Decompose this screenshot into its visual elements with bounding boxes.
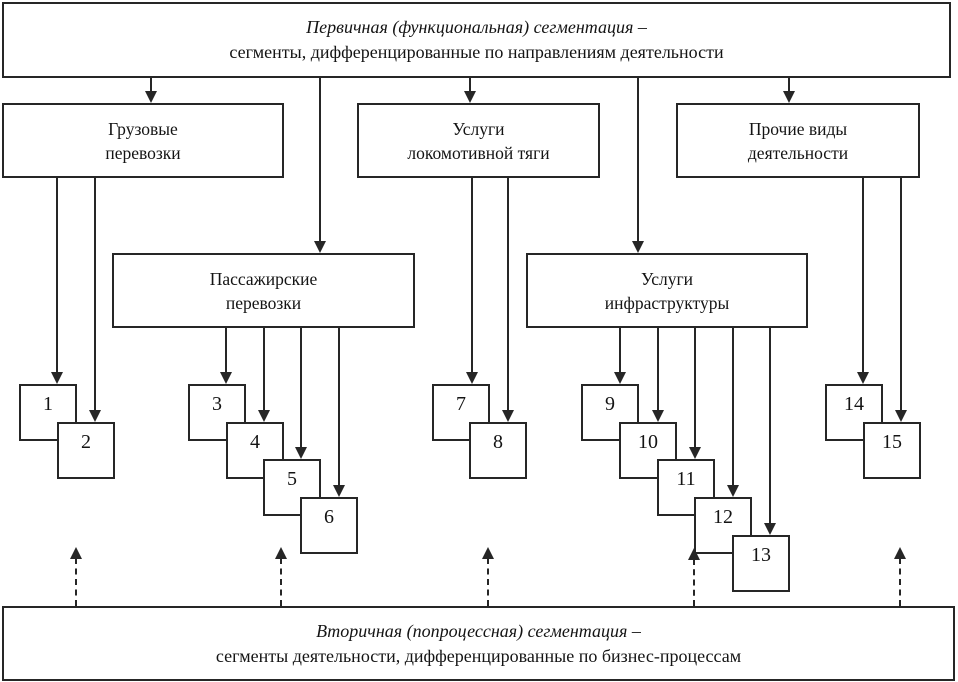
arrow-line [732,327,734,486]
arrowhead-down-icon [652,410,664,422]
primary-segmentation-banner [2,2,951,78]
category-passenger-line2: перевозки [225,292,302,313]
segment-box-9: 9 [581,384,639,441]
arrowhead-down-icon [51,372,63,384]
arrow-line [319,78,321,242]
category-infrastructure-line1: Услуги [640,268,694,289]
category-other-line2: деятельности [747,142,849,163]
arrow-line [862,177,864,373]
arrow-line [338,327,340,486]
arrow-line [657,327,659,411]
segment-box-3: 3 [188,384,246,441]
arrow-dashed-line [280,558,282,606]
arrowhead-down-icon [727,485,739,497]
arrow-dashed-line [75,558,77,606]
segment-box-11: 11 [657,459,715,516]
arrow-line [263,327,265,411]
arrowhead-down-icon [89,410,101,422]
arrow-line [94,177,96,411]
category-locomotive-line2: локомотивной тяги [407,142,550,163]
arrow-line [56,177,58,373]
segment-box-2: 2 [57,422,115,479]
category-freight-transport [2,103,284,178]
arrowhead-down-icon [145,91,157,103]
arrowhead-down-icon [689,447,701,459]
arrowhead-down-icon [783,91,795,103]
secondary-banner-line2: сегменты деятельности, дифференцированные по бизнес-процессам [215,645,742,666]
category-infrastructure-line2: инфраструктуры [604,292,730,313]
secondary-segmentation-banner [2,606,955,681]
segment-box-15: 15 [863,422,921,479]
arrowhead-down-icon [314,241,326,253]
arrow-dashed-line [693,559,695,606]
segment-box-8: 8 [469,422,527,479]
arrowhead-down-icon [258,410,270,422]
category-other-line1: Прочие виды [748,118,848,139]
segment-box-5: 5 [263,459,321,516]
category-freight-line1: Грузовые [108,118,178,139]
segment-box-6: 6 [300,497,358,554]
segment-box-4: 4 [226,422,284,479]
category-freight-line2: перевозки [105,142,181,163]
arrow-line [900,177,902,411]
segment-box-1: 1 [19,384,77,441]
arrowhead-down-icon [220,372,232,384]
arrow-line [469,78,471,92]
category-locomotive-traction [357,103,600,178]
segment-box-10: 10 [619,422,677,479]
category-passenger-line1: Пассажирские [209,268,318,289]
arrow-line [300,327,302,448]
primary-banner-line1: Первичная (функциональная) сегментация – [306,17,647,37]
primary-banner-line2: сегменты, дифференцированные по направлениям деятельности [229,42,724,62]
arrowhead-down-icon [632,241,644,253]
category-other-activities [676,103,920,178]
arrow-dashed-line [487,558,489,606]
segment-box-7: 7 [432,384,490,441]
category-locomotive-line1: Услуги [452,118,505,139]
arrow-line [788,78,790,92]
arrowhead-down-icon [857,372,869,384]
arrow-line [150,78,152,92]
arrowhead-down-icon [502,410,514,422]
arrowhead-down-icon [295,447,307,459]
secondary-banner-line1: Вторичная (попроцессная) сегментация – [316,620,641,641]
arrow-line [694,327,696,448]
segment-box-14: 14 [825,384,883,441]
category-infrastructure-services [526,253,808,328]
arrowhead-down-icon [464,91,476,103]
arrow-line [637,78,639,242]
arrowhead-down-icon [614,372,626,384]
arrow-line [769,327,771,524]
arrowhead-down-icon [333,485,345,497]
segment-box-12: 12 [694,497,752,554]
arrow-line [619,327,621,373]
arrowhead-down-icon [895,410,907,422]
arrow-line [507,177,509,411]
arrow-dashed-line [899,558,901,606]
arrow-line [225,327,227,373]
category-passenger-transport [112,253,415,328]
arrowhead-down-icon [466,372,478,384]
arrowhead-down-icon [764,523,776,535]
arrow-line [471,177,473,373]
segment-box-13: 13 [732,535,790,592]
